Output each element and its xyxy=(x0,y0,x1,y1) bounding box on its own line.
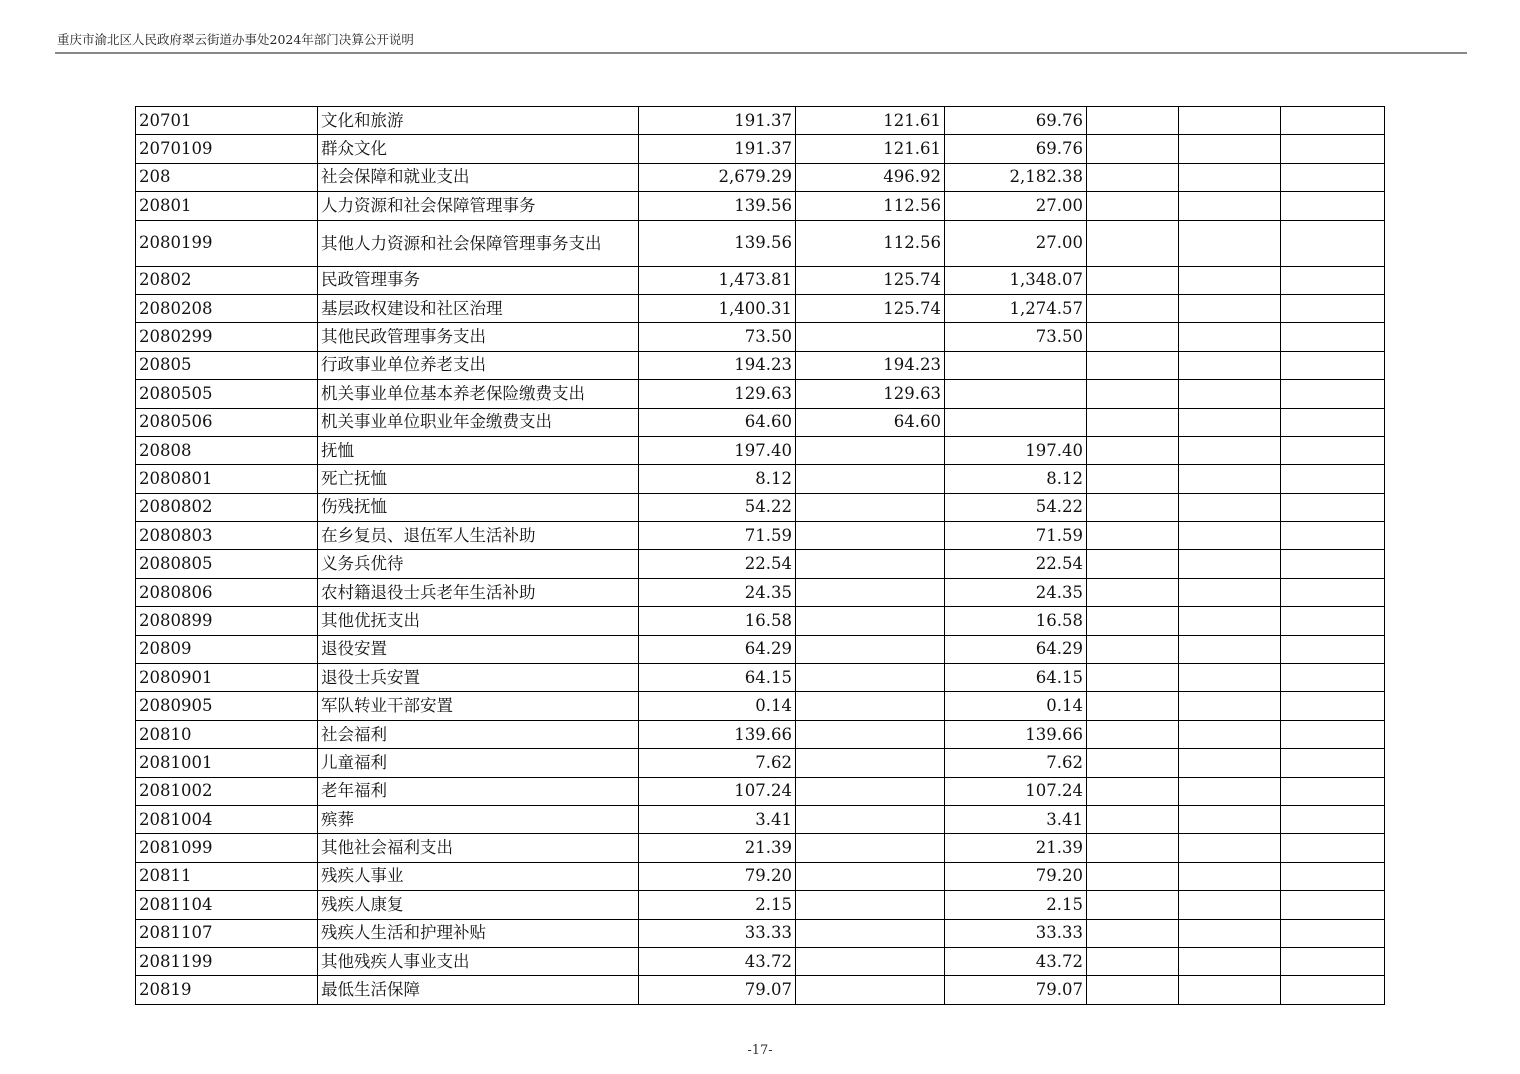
empty-cell xyxy=(1281,578,1385,606)
subject-name-cell: 其他残疾人事业支出 xyxy=(318,947,639,975)
subject-name-cell: 民政管理事务 xyxy=(318,266,639,294)
empty-cell xyxy=(1087,408,1179,436)
subject-code-cell: 20805 xyxy=(136,351,318,379)
subject-code-cell: 2081001 xyxy=(136,749,318,777)
empty-cell xyxy=(1179,720,1281,748)
project-expenditure-cell xyxy=(945,408,1087,436)
empty-cell xyxy=(1281,720,1385,748)
basic-expenditure-cell xyxy=(796,607,945,635)
empty-cell xyxy=(1179,976,1281,1004)
basic-expenditure-cell xyxy=(796,805,945,833)
empty-cell xyxy=(1179,493,1281,521)
basic-expenditure-cell: 194.23 xyxy=(796,351,945,379)
project-expenditure-cell: 1,274.57 xyxy=(945,294,1087,322)
project-expenditure-cell: 2,182.38 xyxy=(945,163,1087,191)
total-amount-cell: 139.56 xyxy=(639,192,796,220)
empty-cell xyxy=(1281,135,1385,163)
subject-code-cell: 20819 xyxy=(136,976,318,1004)
total-amount-cell: 1,473.81 xyxy=(639,266,796,294)
empty-cell xyxy=(1281,294,1385,322)
empty-cell xyxy=(1179,163,1281,191)
empty-cell xyxy=(1281,323,1385,351)
empty-cell xyxy=(1087,493,1179,521)
basic-expenditure-cell xyxy=(796,550,945,578)
subject-code-cell: 20701 xyxy=(136,107,318,135)
table-row xyxy=(136,220,1385,266)
project-expenditure-cell: 0.14 xyxy=(945,692,1087,720)
basic-expenditure-cell xyxy=(796,522,945,550)
empty-cell xyxy=(1179,323,1281,351)
subject-code-cell: 2080801 xyxy=(136,465,318,493)
subject-name-cell: 社会福利 xyxy=(318,720,639,748)
empty-cell xyxy=(1281,107,1385,135)
empty-cell xyxy=(1281,266,1385,294)
table-row xyxy=(136,720,1385,748)
table-row xyxy=(136,408,1385,436)
total-amount-cell: 64.29 xyxy=(639,635,796,663)
subject-code-cell: 2080901 xyxy=(136,664,318,692)
empty-cell xyxy=(1087,107,1179,135)
table-row xyxy=(136,834,1385,862)
empty-cell xyxy=(1281,380,1385,408)
empty-cell xyxy=(1179,607,1281,635)
empty-cell xyxy=(1087,220,1179,266)
empty-cell xyxy=(1087,862,1179,890)
empty-cell xyxy=(1179,436,1281,464)
subject-name-cell: 死亡抚恤 xyxy=(318,465,639,493)
subject-code-cell: 20809 xyxy=(136,635,318,663)
basic-expenditure-cell xyxy=(796,720,945,748)
project-expenditure-cell: 64.15 xyxy=(945,664,1087,692)
subject-name-cell: 机关事业单位职业年金缴费支出 xyxy=(318,408,639,436)
empty-cell xyxy=(1281,408,1385,436)
total-amount-cell: 16.58 xyxy=(639,607,796,635)
basic-expenditure-cell: 64.60 xyxy=(796,408,945,436)
project-expenditure-cell: 24.35 xyxy=(945,578,1087,606)
empty-cell xyxy=(1179,294,1281,322)
total-amount-cell: 3.41 xyxy=(639,805,796,833)
basic-expenditure-cell xyxy=(796,578,945,606)
total-amount-cell: 79.07 xyxy=(639,976,796,1004)
subject-code-cell: 2080905 xyxy=(136,692,318,720)
empty-cell xyxy=(1179,465,1281,493)
subject-name-cell: 残疾人事业 xyxy=(318,862,639,890)
empty-cell xyxy=(1281,692,1385,720)
project-expenditure-cell: 27.00 xyxy=(945,192,1087,220)
total-amount-cell: 79.20 xyxy=(639,862,796,890)
project-expenditure-cell: 27.00 xyxy=(945,220,1087,266)
table-row xyxy=(136,635,1385,663)
empty-cell xyxy=(1179,834,1281,862)
table-row xyxy=(136,107,1385,135)
project-expenditure-cell: 43.72 xyxy=(945,947,1087,975)
empty-cell xyxy=(1281,550,1385,578)
empty-cell xyxy=(1179,664,1281,692)
empty-cell xyxy=(1087,947,1179,975)
empty-cell xyxy=(1179,777,1281,805)
subject-name-cell: 群众文化 xyxy=(318,135,639,163)
empty-cell xyxy=(1087,135,1179,163)
table-row xyxy=(136,380,1385,408)
table-row xyxy=(136,947,1385,975)
subject-name-cell: 其他社会福利支出 xyxy=(318,834,639,862)
subject-name-cell: 退役安置 xyxy=(318,635,639,663)
project-expenditure-cell: 8.12 xyxy=(945,465,1087,493)
project-expenditure-cell: 79.07 xyxy=(945,976,1087,1004)
empty-cell xyxy=(1087,192,1179,220)
expenditure-table xyxy=(135,106,1385,1005)
basic-expenditure-cell xyxy=(796,493,945,521)
empty-cell xyxy=(1179,135,1281,163)
total-amount-cell: 191.37 xyxy=(639,107,796,135)
subject-code-cell: 20808 xyxy=(136,436,318,464)
total-amount-cell: 129.63 xyxy=(639,380,796,408)
project-expenditure-cell xyxy=(945,380,1087,408)
project-expenditure-cell: 107.24 xyxy=(945,777,1087,805)
basic-expenditure-cell xyxy=(796,664,945,692)
subject-name-cell: 基层政权建设和社区治理 xyxy=(318,294,639,322)
subject-code-cell: 2080208 xyxy=(136,294,318,322)
basic-expenditure-cell xyxy=(796,465,945,493)
empty-cell xyxy=(1179,805,1281,833)
basic-expenditure-cell xyxy=(796,834,945,862)
total-amount-cell: 22.54 xyxy=(639,550,796,578)
project-expenditure-cell: 73.50 xyxy=(945,323,1087,351)
total-amount-cell: 0.14 xyxy=(639,692,796,720)
table-row xyxy=(136,192,1385,220)
total-amount-cell: 71.59 xyxy=(639,522,796,550)
empty-cell xyxy=(1281,664,1385,692)
total-amount-cell: 191.37 xyxy=(639,135,796,163)
page-number: -17- xyxy=(747,1043,773,1058)
subject-name-cell: 退役士兵安置 xyxy=(318,664,639,692)
total-amount-cell: 197.40 xyxy=(639,436,796,464)
table-row xyxy=(136,266,1385,294)
project-expenditure-cell: 71.59 xyxy=(945,522,1087,550)
project-expenditure-cell: 3.41 xyxy=(945,805,1087,833)
header-rule xyxy=(55,52,1467,54)
project-expenditure-cell: 64.29 xyxy=(945,635,1087,663)
subject-code-cell: 2080299 xyxy=(136,323,318,351)
subject-name-cell: 残疾人康复 xyxy=(318,891,639,919)
empty-cell xyxy=(1087,550,1179,578)
basic-expenditure-cell xyxy=(796,692,945,720)
total-amount-cell: 43.72 xyxy=(639,947,796,975)
empty-cell xyxy=(1179,192,1281,220)
empty-cell xyxy=(1087,266,1179,294)
subject-name-cell: 机关事业单位基本养老保险缴费支出 xyxy=(318,380,639,408)
empty-cell xyxy=(1179,578,1281,606)
table-row xyxy=(136,805,1385,833)
empty-cell xyxy=(1281,522,1385,550)
subject-name-cell: 儿童福利 xyxy=(318,749,639,777)
table-row xyxy=(136,749,1385,777)
basic-expenditure-cell xyxy=(796,976,945,1004)
empty-cell xyxy=(1179,266,1281,294)
empty-cell xyxy=(1179,919,1281,947)
empty-cell xyxy=(1281,976,1385,1004)
empty-cell xyxy=(1281,465,1385,493)
empty-cell xyxy=(1087,692,1179,720)
project-expenditure-cell: 54.22 xyxy=(945,493,1087,521)
empty-cell xyxy=(1087,607,1179,635)
subject-code-cell: 2080899 xyxy=(136,607,318,635)
subject-code-cell: 2080802 xyxy=(136,493,318,521)
empty-cell xyxy=(1087,351,1179,379)
subject-name-cell: 其他优抚支出 xyxy=(318,607,639,635)
table-row xyxy=(136,692,1385,720)
subject-code-cell: 2070109 xyxy=(136,135,318,163)
empty-cell xyxy=(1087,891,1179,919)
empty-cell xyxy=(1087,834,1179,862)
project-expenditure-cell: 1,348.07 xyxy=(945,266,1087,294)
table-body xyxy=(136,107,1385,1005)
subject-name-cell: 其他民政管理事务支出 xyxy=(318,323,639,351)
project-expenditure-cell xyxy=(945,351,1087,379)
basic-expenditure-cell: 125.74 xyxy=(796,294,945,322)
basic-expenditure-cell xyxy=(796,749,945,777)
subject-code-cell: 208 xyxy=(136,163,318,191)
subject-name-cell: 社会保障和就业支出 xyxy=(318,163,639,191)
empty-cell xyxy=(1087,465,1179,493)
empty-cell xyxy=(1087,294,1179,322)
empty-cell xyxy=(1281,919,1385,947)
empty-cell xyxy=(1087,163,1179,191)
total-amount-cell: 33.33 xyxy=(639,919,796,947)
table-row xyxy=(136,862,1385,890)
total-amount-cell: 139.56 xyxy=(639,220,796,266)
total-amount-cell: 2.15 xyxy=(639,891,796,919)
table-row xyxy=(136,465,1385,493)
table-row xyxy=(136,607,1385,635)
table-row xyxy=(136,522,1385,550)
table-row xyxy=(136,163,1385,191)
project-expenditure-cell: 197.40 xyxy=(945,436,1087,464)
total-amount-cell: 64.15 xyxy=(639,664,796,692)
subject-code-cell: 2081199 xyxy=(136,947,318,975)
subject-code-cell: 2080505 xyxy=(136,380,318,408)
subject-name-cell: 抚恤 xyxy=(318,436,639,464)
subject-name-cell: 伤残抚恤 xyxy=(318,493,639,521)
project-expenditure-cell: 33.33 xyxy=(945,919,1087,947)
total-amount-cell: 7.62 xyxy=(639,749,796,777)
subject-name-cell: 殡葬 xyxy=(318,805,639,833)
basic-expenditure-cell: 121.61 xyxy=(796,107,945,135)
empty-cell xyxy=(1281,220,1385,266)
empty-cell xyxy=(1087,777,1179,805)
project-expenditure-cell: 2.15 xyxy=(945,891,1087,919)
subject-code-cell: 2081004 xyxy=(136,805,318,833)
empty-cell xyxy=(1281,805,1385,833)
basic-expenditure-cell xyxy=(796,777,945,805)
total-amount-cell: 54.22 xyxy=(639,493,796,521)
subject-name-cell: 其他人力资源和社会保障管理事务支出 xyxy=(318,220,639,266)
table-row xyxy=(136,578,1385,606)
basic-expenditure-cell xyxy=(796,862,945,890)
basic-expenditure-cell xyxy=(796,323,945,351)
total-amount-cell: 64.60 xyxy=(639,408,796,436)
project-expenditure-cell: 79.20 xyxy=(945,862,1087,890)
table-row xyxy=(136,294,1385,322)
table-row xyxy=(136,323,1385,351)
empty-cell xyxy=(1179,380,1281,408)
subject-code-cell: 2081099 xyxy=(136,834,318,862)
subject-code-cell: 2081107 xyxy=(136,919,318,947)
empty-cell xyxy=(1281,436,1385,464)
project-expenditure-cell: 16.58 xyxy=(945,607,1087,635)
table-row xyxy=(136,664,1385,692)
table-row xyxy=(136,135,1385,163)
table-row xyxy=(136,351,1385,379)
empty-cell xyxy=(1179,891,1281,919)
subject-name-cell: 义务兵优待 xyxy=(318,550,639,578)
subject-code-cell: 2081104 xyxy=(136,891,318,919)
total-amount-cell: 1,400.31 xyxy=(639,294,796,322)
table-row xyxy=(136,436,1385,464)
subject-code-cell: 2081002 xyxy=(136,777,318,805)
basic-expenditure-cell xyxy=(796,919,945,947)
empty-cell xyxy=(1087,436,1179,464)
subject-name-cell: 残疾人生活和护理补贴 xyxy=(318,919,639,947)
empty-cell xyxy=(1281,607,1385,635)
empty-cell xyxy=(1281,351,1385,379)
table-row xyxy=(136,493,1385,521)
table-row xyxy=(136,919,1385,947)
empty-cell xyxy=(1087,805,1179,833)
empty-cell xyxy=(1087,323,1179,351)
project-expenditure-cell: 69.76 xyxy=(945,135,1087,163)
total-amount-cell: 2,679.29 xyxy=(639,163,796,191)
subject-code-cell: 2080199 xyxy=(136,220,318,266)
subject-code-cell: 20810 xyxy=(136,720,318,748)
empty-cell xyxy=(1087,664,1179,692)
basic-expenditure-cell: 125.74 xyxy=(796,266,945,294)
empty-cell xyxy=(1281,192,1385,220)
empty-cell xyxy=(1179,107,1281,135)
subject-name-cell: 军队转业干部安置 xyxy=(318,692,639,720)
empty-cell xyxy=(1179,635,1281,663)
empty-cell xyxy=(1087,380,1179,408)
subject-name-cell: 农村籍退役士兵老年生活补助 xyxy=(318,578,639,606)
empty-cell xyxy=(1281,862,1385,890)
subject-code-cell: 20801 xyxy=(136,192,318,220)
project-expenditure-cell: 139.66 xyxy=(945,720,1087,748)
project-expenditure-cell: 69.76 xyxy=(945,107,1087,135)
empty-cell xyxy=(1179,692,1281,720)
subject-code-cell: 2080806 xyxy=(136,578,318,606)
subject-code-cell: 2080803 xyxy=(136,522,318,550)
project-expenditure-cell: 7.62 xyxy=(945,749,1087,777)
subject-code-cell: 20802 xyxy=(136,266,318,294)
empty-cell xyxy=(1281,635,1385,663)
empty-cell xyxy=(1281,777,1385,805)
subject-code-cell: 2080506 xyxy=(136,408,318,436)
total-amount-cell: 21.39 xyxy=(639,834,796,862)
empty-cell xyxy=(1087,578,1179,606)
total-amount-cell: 73.50 xyxy=(639,323,796,351)
subject-name-cell: 最低生活保障 xyxy=(318,976,639,1004)
basic-expenditure-cell xyxy=(796,436,945,464)
empty-cell xyxy=(1087,976,1179,1004)
basic-expenditure-cell xyxy=(796,635,945,663)
empty-cell xyxy=(1179,522,1281,550)
subject-name-cell: 文化和旅游 xyxy=(318,107,639,135)
empty-cell xyxy=(1087,635,1179,663)
empty-cell xyxy=(1179,862,1281,890)
table-row xyxy=(136,976,1385,1004)
total-amount-cell: 107.24 xyxy=(639,777,796,805)
empty-cell xyxy=(1179,351,1281,379)
total-amount-cell: 24.35 xyxy=(639,578,796,606)
empty-cell xyxy=(1087,522,1179,550)
empty-cell xyxy=(1179,220,1281,266)
table-row xyxy=(136,777,1385,805)
subject-name-cell: 在乡复员、退伍军人生活补助 xyxy=(318,522,639,550)
empty-cell xyxy=(1281,947,1385,975)
project-expenditure-cell: 21.39 xyxy=(945,834,1087,862)
empty-cell xyxy=(1281,749,1385,777)
basic-expenditure-cell: 121.61 xyxy=(796,135,945,163)
basic-expenditure-cell: 496.92 xyxy=(796,163,945,191)
basic-expenditure-cell: 129.63 xyxy=(796,380,945,408)
basic-expenditure-cell xyxy=(796,947,945,975)
empty-cell xyxy=(1281,493,1385,521)
total-amount-cell: 8.12 xyxy=(639,465,796,493)
empty-cell xyxy=(1087,749,1179,777)
subject-code-cell: 20811 xyxy=(136,862,318,890)
empty-cell xyxy=(1179,550,1281,578)
total-amount-cell: 194.23 xyxy=(639,351,796,379)
table-row xyxy=(136,550,1385,578)
subject-code-cell: 2080805 xyxy=(136,550,318,578)
empty-cell xyxy=(1179,947,1281,975)
document-header-title: 重庆市渝北区人民政府翠云街道办事处2024年部门决算公开说明 xyxy=(57,32,414,47)
subject-name-cell: 人力资源和社会保障管理事务 xyxy=(318,192,639,220)
empty-cell xyxy=(1087,919,1179,947)
table-row xyxy=(136,891,1385,919)
empty-cell xyxy=(1179,408,1281,436)
basic-expenditure-cell: 112.56 xyxy=(796,220,945,266)
empty-cell xyxy=(1087,720,1179,748)
empty-cell xyxy=(1281,163,1385,191)
project-expenditure-cell: 22.54 xyxy=(945,550,1087,578)
subject-name-cell: 行政事业单位养老支出 xyxy=(318,351,639,379)
basic-expenditure-cell xyxy=(796,891,945,919)
basic-expenditure-cell: 112.56 xyxy=(796,192,945,220)
empty-cell xyxy=(1281,891,1385,919)
empty-cell xyxy=(1281,834,1385,862)
subject-name-cell: 老年福利 xyxy=(318,777,639,805)
empty-cell xyxy=(1179,749,1281,777)
total-amount-cell: 139.66 xyxy=(639,720,796,748)
